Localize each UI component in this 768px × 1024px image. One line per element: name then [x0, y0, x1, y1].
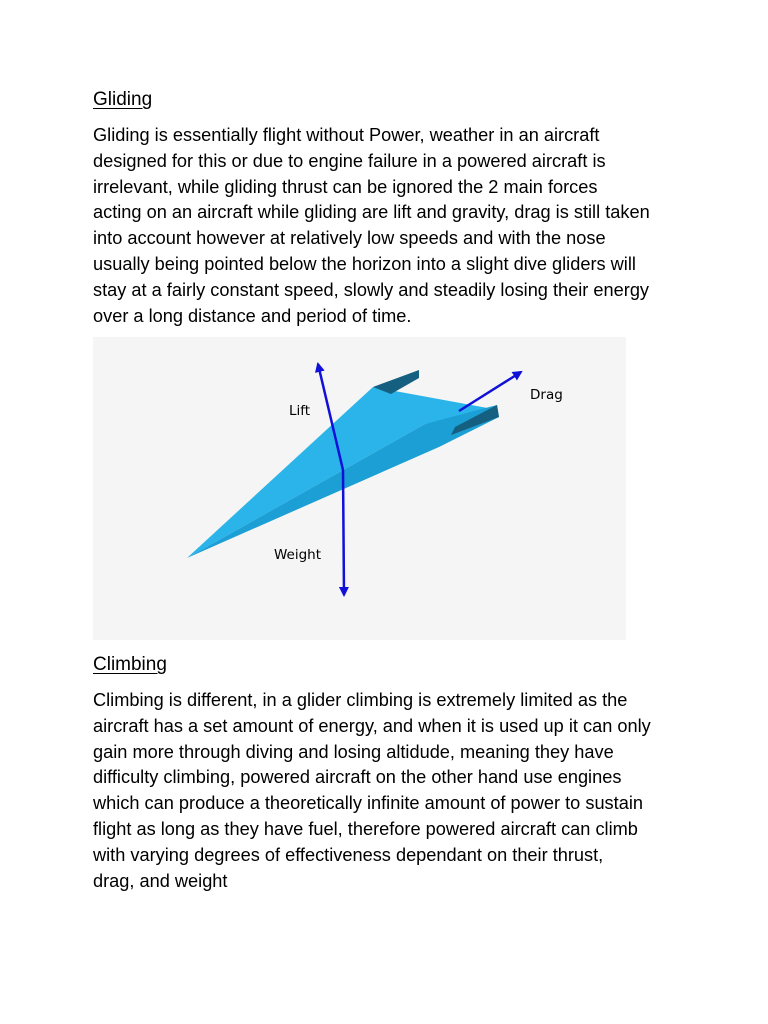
heading-gliding: Gliding: [93, 89, 153, 110]
text-line: which can produce a theoretically infinite amount of power to sustain: [93, 793, 643, 814]
drag-label: Drag: [530, 387, 563, 403]
glider-diagram-svg: [93, 337, 626, 640]
text-line: over a long distance and period of time.: [93, 305, 412, 326]
text-line: flight as long as they have fuel, therefore powered aircraft can climb: [93, 818, 638, 839]
paragraph-gliding: [93, 123, 693, 329]
text-line: Gliding is essentially flight without Power, weather in an aircraft: [93, 125, 600, 145]
text-line: stay at a fairly constant speed, slowly and steadily losing their energy: [93, 279, 650, 300]
drag-arrow: [459, 372, 521, 411]
text-line: irrelevant, while gliding thrust can be ignored the 2 main forces: [93, 176, 598, 197]
glider-forces-diagram: [93, 337, 626, 640]
text-line: acting on an aircraft while gliding are lift and gravity, drag is still taken: [93, 202, 650, 223]
weight-arrow: [343, 470, 344, 595]
text-line: usually being pointed below the horizon into a slight dive gliders will: [93, 253, 636, 274]
lift-label: Lift: [289, 403, 311, 419]
text-line: into account however at relatively low speeds and with the nose: [93, 228, 606, 249]
text-line: difficulty climbing, powered aircraft on the other hand use engines: [93, 767, 622, 788]
text-line: designed for this or due to engine failure in a powered aircraft is: [93, 150, 606, 171]
weight-label: Weight: [274, 547, 322, 563]
text-line: drag, and weight: [93, 870, 228, 891]
text-line: aircraft has a set amount of energy, and when it is used up it can only: [93, 715, 651, 736]
text-line: gain more through diving and losing altidude, meaning they have: [93, 741, 614, 762]
paragraph-climbing: [93, 688, 693, 894]
text-line: with varying degrees of effectiveness dependant on their thrust,: [93, 844, 604, 865]
text-line: Climbing is different, in a glider climbing is extremely limited as the: [93, 690, 628, 710]
heading-climbing: Climbing: [93, 654, 167, 675]
